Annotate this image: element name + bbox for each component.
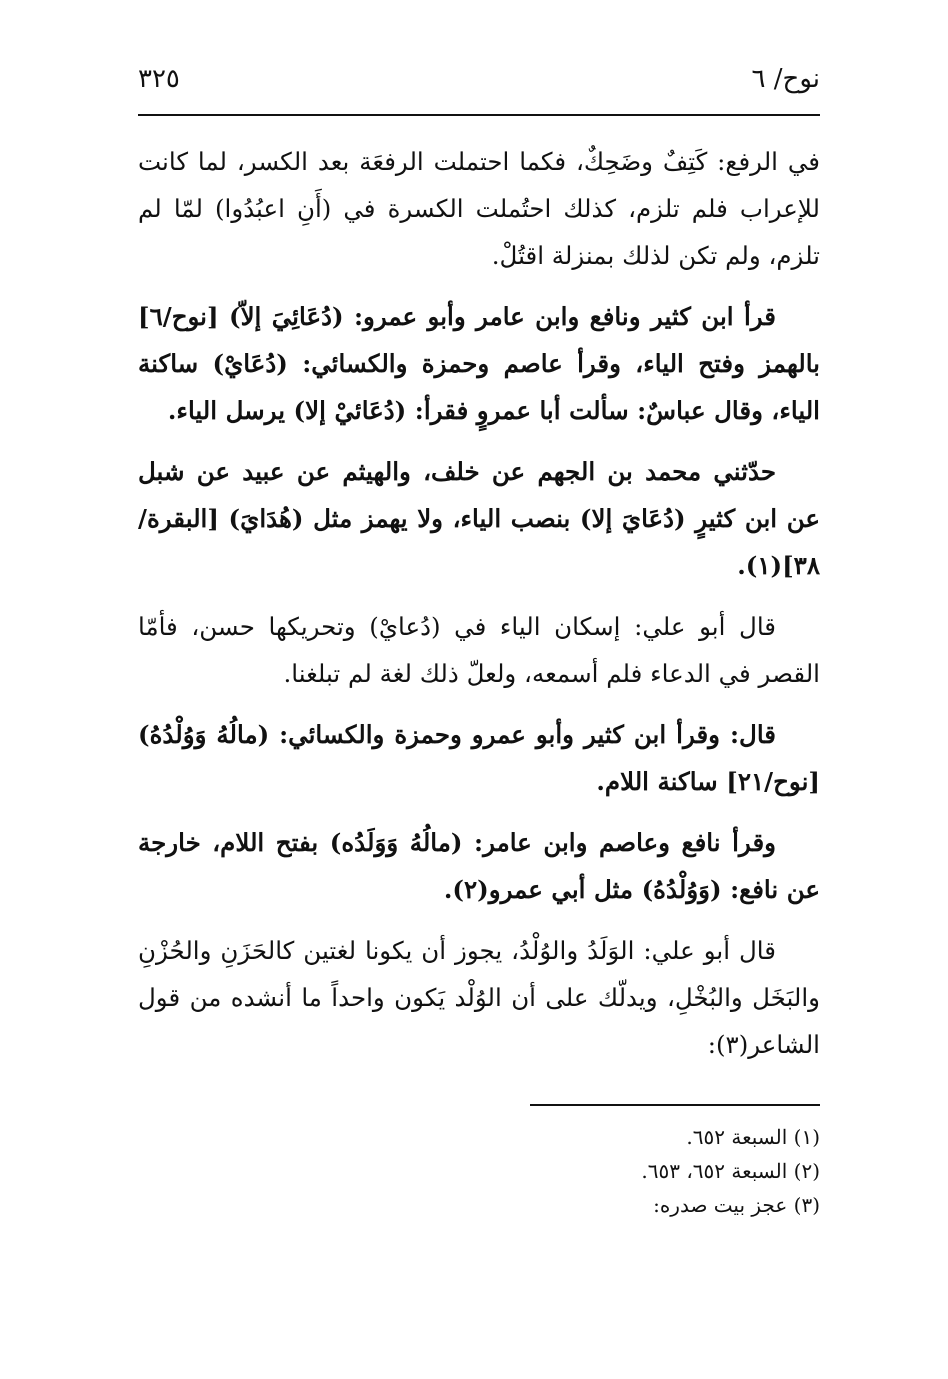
paragraph-6: وقرأ نافع وعاصم وابن عامر: (مالُهُ وَوَلَدُه) بفتح اللام، خارجة عن نافع: (وَوُلْدُهُ) مثل أبي عمرو(٢). [138, 828, 820, 904]
footnote-rule [530, 1104, 820, 1106]
paragraph-3: حدّثني محمد بن الجهم عن خلف، والهيثم عن عبيد عن شبل عن ابن كثيرٍ (دُعَايَ إلا) بنصب الياء، ولا يهمز مثل (هُدَايَ) [البقرة/٣٨](١). [138, 457, 820, 580]
paragraph-2: قرأ ابن كثير ونافع وابن عامر وأبو عمرو: (دُعَائِيَ إلاّ) [نوح/٦] بالهمز وفتح الياء، وقرأ عاصم وحمزة والكسائي: (دُعَايْ) ساكنة الياء، وقال عباسٌ: سألت أبا عمروٍ فقرأ: (دُعَائيْ إلا) يرسل الياء. [138, 302, 820, 425]
paragraph-4: قال أبو علي: إسكان الياء في (دُعايْ) وتحريكها حسن، فأمّا القصر في الدعاء فلم أسمعه، ولعلّ ذلك لغة لم تبلغنا. [138, 612, 820, 688]
page-number: ٣٢٥ [138, 64, 180, 94]
header-rule [138, 114, 820, 116]
running-head: نوح/ ٦ [751, 64, 820, 94]
paragraph-7: قال أبو علي: الوَلَدُ والوُلْدُ، يجوز أن يكونا لغتين كالحَزَنِ والحُزْنِ والبَخَل والبُخْلِ، ويدلّك على أن الوُلْد يَكون واحداً ما أنشده من قول الشاعر(٣): [138, 936, 820, 1059]
paragraph-1: في الرفع: كَتِفٌ وضَحِكٌ، فكما احتملت الرفعَة بعد الكسر، لما كانت للإعراب فلم تلزم، كذلك احتُملت الكسرة في (أَنِ اعبُدُوا) لمّا لم تلزم، ولم تكن لذلك بمنزلة اقتُلْ. [138, 147, 820, 270]
page-header [138, 56, 820, 106]
footnotes [138, 1120, 820, 1222]
footnote-2: (٢) السبعة ٦٥٢، ٦٥٣. [641, 1159, 820, 1183]
footnote-3: (٣) عجز بيت صدره: [653, 1193, 820, 1217]
main-text [138, 138, 820, 1082]
paragraph-5: قال: وقرأ ابن كثير وأبو عمرو وحمزة والكسائي: (مالُهُ وَوُلْدُهُ) [نوح/٢١] ساكنة اللام. [138, 720, 820, 796]
footnote-1: (١) السبعة ٦٥٢. [686, 1125, 820, 1149]
